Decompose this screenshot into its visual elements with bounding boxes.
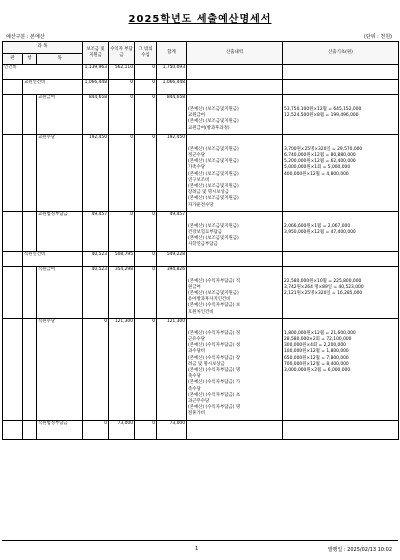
detail-line: 사학연금부담금 <box>188 242 218 248</box>
cell-detail <box>187 134 283 211</box>
cell-other: 0 <box>135 318 157 420</box>
detail-line: (본예산) (보조금및지원금) <box>188 146 239 152</box>
print-date: 발행일 : 2025/02/13 10:02 <box>327 547 392 553</box>
cell-other: 0 <box>135 420 157 439</box>
cell-gov: 1,139,963 <box>83 65 109 80</box>
calc-line: 3,700원×25명×320일 = 29,570,000 <box>284 146 363 152</box>
cell-detail <box>187 318 283 420</box>
cell-detail <box>187 65 283 80</box>
calc-line: 2,066,600원×1월 = 2,067,000 <box>284 223 351 229</box>
cell-total: 121,300 <box>157 318 187 420</box>
table-row <box>3 95 399 135</box>
cell-calc <box>283 251 399 266</box>
detail-line: (본예산) (수익자부담금) 성 <box>188 343 241 349</box>
detail-line: (본예산) (수익자부담금) 초 <box>188 392 241 398</box>
table-row <box>3 134 399 211</box>
detail-line: 축수당 <box>188 374 201 380</box>
cell-gov: 1,066,448 <box>83 80 109 95</box>
cell-other: 0 <box>135 134 157 211</box>
detail-line: (본예산) (수익자부담금) 명 <box>188 368 241 373</box>
unit-label: (단위 : 천원) <box>363 34 392 40</box>
calc-line: 5,000,000원×1회 = 5,000,000 <box>284 165 351 171</box>
table-row <box>3 65 399 80</box>
row-subject: 직원법정부담금 <box>37 420 83 439</box>
detail-line: (본예산) (보조금및지원금) <box>188 291 239 296</box>
cell-other: 0 <box>135 95 157 135</box>
detail-line: 장려금 및 명시보상금 <box>188 190 229 196</box>
indent-cell <box>3 420 23 439</box>
header-subject: 과 목 <box>3 42 83 54</box>
calc-line: 53,750,100원×12월 = 645,152,000 <box>284 107 362 112</box>
detail-line: (본예산) (수익자부담금) 정 <box>188 330 241 336</box>
calc-line: 3,000,000원×2월 = 6,000,000 <box>284 368 351 373</box>
header-other: 그 밖의 수입 <box>135 42 157 65</box>
table-row <box>3 80 399 95</box>
detail-line: 자가운전수당 <box>188 202 214 208</box>
detail-line: 근유수당 <box>188 336 205 342</box>
cell-detail <box>187 420 283 439</box>
budget-type-label: 예산구분 : 본예산 <box>6 34 45 40</box>
detail-line: 연구보조비 <box>188 177 210 183</box>
cell-total: 844,658 <box>157 95 187 135</box>
row-subject: 직원급여 <box>37 266 83 318</box>
detail-line: (본예산) (보조금및지원금) <box>188 119 239 125</box>
calc-line: 3,742원×264 명×89일 = 40,523,000 <box>284 284 364 290</box>
calc-line: 2,121원×25명×320일 = 16,285,000 <box>284 291 363 296</box>
detail-line: 절휴가비 <box>188 411 205 417</box>
cell-detail <box>187 80 283 95</box>
detail-line: (본예산) (수익자부담금) 장 <box>188 355 241 361</box>
cell-total: 394,826 <box>157 266 187 318</box>
indent-cell <box>23 95 37 135</box>
cell-total: 192,450 <box>157 134 187 211</box>
cell-other: 0 <box>135 211 157 251</box>
calc-line: 6,740,000원×12월 = 80,880,000 <box>284 153 356 158</box>
indent-cell <box>3 318 23 420</box>
detail-line: (본예산) (수익자부담금) 가 <box>188 380 241 386</box>
cell-other: 0 <box>135 65 157 80</box>
cell-gov: 40,523 <box>83 266 109 318</box>
calc-line: 5,200,000원×12월 = 62,400,000 <box>284 159 356 165</box>
detail-line: (본예산) (보조금및지원금) <box>188 196 239 202</box>
detail-line: (본예산) (보조금및지원금) <box>188 107 239 112</box>
table-row <box>3 420 399 439</box>
detail-line: (본예산) (보조금및지원금) <box>188 223 239 229</box>
cell-detail <box>187 251 283 266</box>
calc-line: 12,524,500원×8월 = 199,496,000 <box>284 113 359 119</box>
detail-line: (본예산) (보조금및지원금) <box>188 184 239 190</box>
calc-line: 700,000원×12월 = 8,400,000 <box>284 361 349 367</box>
calc-line: 22,580,000원×10월 = 225,800,000 <box>284 278 362 284</box>
cell-calc <box>283 65 399 80</box>
detail-line: (본예산) (보조금및지원금) <box>188 236 239 242</box>
cell-detail <box>187 266 283 318</box>
cell-student: 508,795 <box>109 251 135 266</box>
detail-line: 호원처인건비 <box>188 309 214 315</box>
cell-gov: 0 <box>83 420 109 439</box>
cell-detail <box>187 211 283 251</box>
cell-other: 0 <box>135 266 157 318</box>
detail-line: (본예산) (수익자부담금) 직 <box>188 278 241 284</box>
header-gwan: 관 <box>3 54 23 65</box>
row-subject: 직원인건비 <box>23 251 83 266</box>
row-subject: 직원수당 <box>37 318 83 420</box>
detail-line: (본예산) (수익자부담금) 명 <box>188 405 241 411</box>
detail-line: 원급여 <box>188 284 201 290</box>
detail-line: 건강보험료부담금 <box>188 230 222 235</box>
cell-gov: 844,658 <box>83 95 109 135</box>
cell-gov: 0 <box>83 318 109 420</box>
detail-line: 려금 및 명시보상금 <box>188 361 225 367</box>
row-subject: 교원인건비 <box>23 80 83 95</box>
indent-cell <box>3 134 23 211</box>
cell-student: 0 <box>109 134 135 211</box>
header-hang: 항 <box>23 54 37 65</box>
detail-line: 과수당비 <box>188 349 205 355</box>
indent-cell <box>3 251 23 266</box>
page-number: 1 <box>195 546 199 552</box>
detail-line: 과근무수당 <box>188 399 210 405</box>
calc-line: 28,580,000×2회 = 72,100,000 <box>284 336 352 342</box>
cell-total: 549,228 <box>157 251 187 266</box>
cell-other: 0 <box>135 80 157 95</box>
cell-student: 354,298 <box>109 266 135 318</box>
indent-cell <box>23 266 37 318</box>
detail-line: 정근수당 <box>188 153 205 158</box>
cell-detail <box>187 95 283 135</box>
cell-student: 121,300 <box>109 318 135 420</box>
footer-divider <box>2 540 398 541</box>
cell-calc <box>283 80 399 95</box>
detail-line: 가족수당 <box>188 165 205 171</box>
row-subject: 인건비 <box>3 65 83 80</box>
indent-cell <box>23 134 37 211</box>
detail-line: (본예산) (보조금및지원금) <box>188 171 239 177</box>
document-title: 2025학년도 세출예산명세서 <box>128 14 272 25</box>
cell-gov: 40,523 <box>83 251 109 266</box>
header-total: 합계 <box>157 42 187 65</box>
detail-line: (본예산) (보조금및지원금) <box>188 159 239 165</box>
indent-cell <box>3 266 23 318</box>
indent-cell <box>23 420 37 439</box>
cell-calc <box>283 318 399 420</box>
detail-line: 족수당 <box>188 386 201 392</box>
calc-line: 300,000원×4회 = 2,200,000 <box>284 343 346 349</box>
table-body <box>3 65 399 440</box>
indent-cell <box>3 80 23 95</box>
cell-gov: 49,457 <box>83 211 109 251</box>
cell-calc <box>283 134 399 211</box>
cell-calc <box>283 95 399 135</box>
cell-student: 0 <box>109 80 135 95</box>
cell-student: 562,110 <box>109 65 135 80</box>
table-row <box>3 266 399 318</box>
detail-line: 유아방과후사지인건비 <box>188 297 231 303</box>
calc-line: 650,000원×12월 = 7,800,000 <box>284 355 349 361</box>
row-subject: 교원수당 <box>37 134 83 211</box>
cell-calc <box>283 420 399 439</box>
header-calc: 산출기초(원) <box>283 42 399 65</box>
calc-line: 400,000원×12월 = 4,800,000 <box>284 171 349 177</box>
calc-line: 1,800,000원×12월 = 21,600,000 <box>284 330 356 336</box>
row-subject: 교원법정부담금 <box>37 211 83 251</box>
cell-calc <box>283 266 399 318</box>
detail-line: 교원급여(방과후과정) <box>188 125 230 131</box>
header-student: 수익자 부담금 <box>109 42 135 65</box>
cell-gov: 192,450 <box>83 134 109 211</box>
detail-line: 교원급여 <box>188 113 205 119</box>
header-gov: 보조금 및 지원금 <box>83 42 109 65</box>
indent-cell <box>23 211 37 251</box>
cell-total: 1,750,093 <box>157 65 187 80</box>
indent-cell <box>23 318 37 420</box>
cell-calc <box>283 211 399 251</box>
cell-total: 49,457 <box>157 211 187 251</box>
row-subject: 교원급여 <box>37 95 83 135</box>
calc-line: 100,000원×12월 = 1,800,000 <box>284 349 349 355</box>
budget-table <box>2 41 399 440</box>
cell-student: 73,000 <box>109 420 135 439</box>
indent-cell <box>3 95 23 135</box>
cell-student: 0 <box>109 211 135 251</box>
header-detail: 산출내역 <box>187 42 283 65</box>
cell-total: 1,066,448 <box>157 80 187 95</box>
detail-line: (본예산) (수익자부담금) 보 <box>188 303 241 309</box>
header-mok: 목 <box>37 54 83 65</box>
table-row <box>3 318 399 420</box>
indent-cell <box>3 211 23 251</box>
cell-student: 0 <box>109 95 135 135</box>
cell-other: 0 <box>135 251 157 266</box>
table-row <box>3 251 399 266</box>
cell-total: 73,000 <box>157 420 187 439</box>
table-row <box>3 211 399 251</box>
calc-line: 3,950,000원×12월 = 47,400,000 <box>284 230 356 235</box>
